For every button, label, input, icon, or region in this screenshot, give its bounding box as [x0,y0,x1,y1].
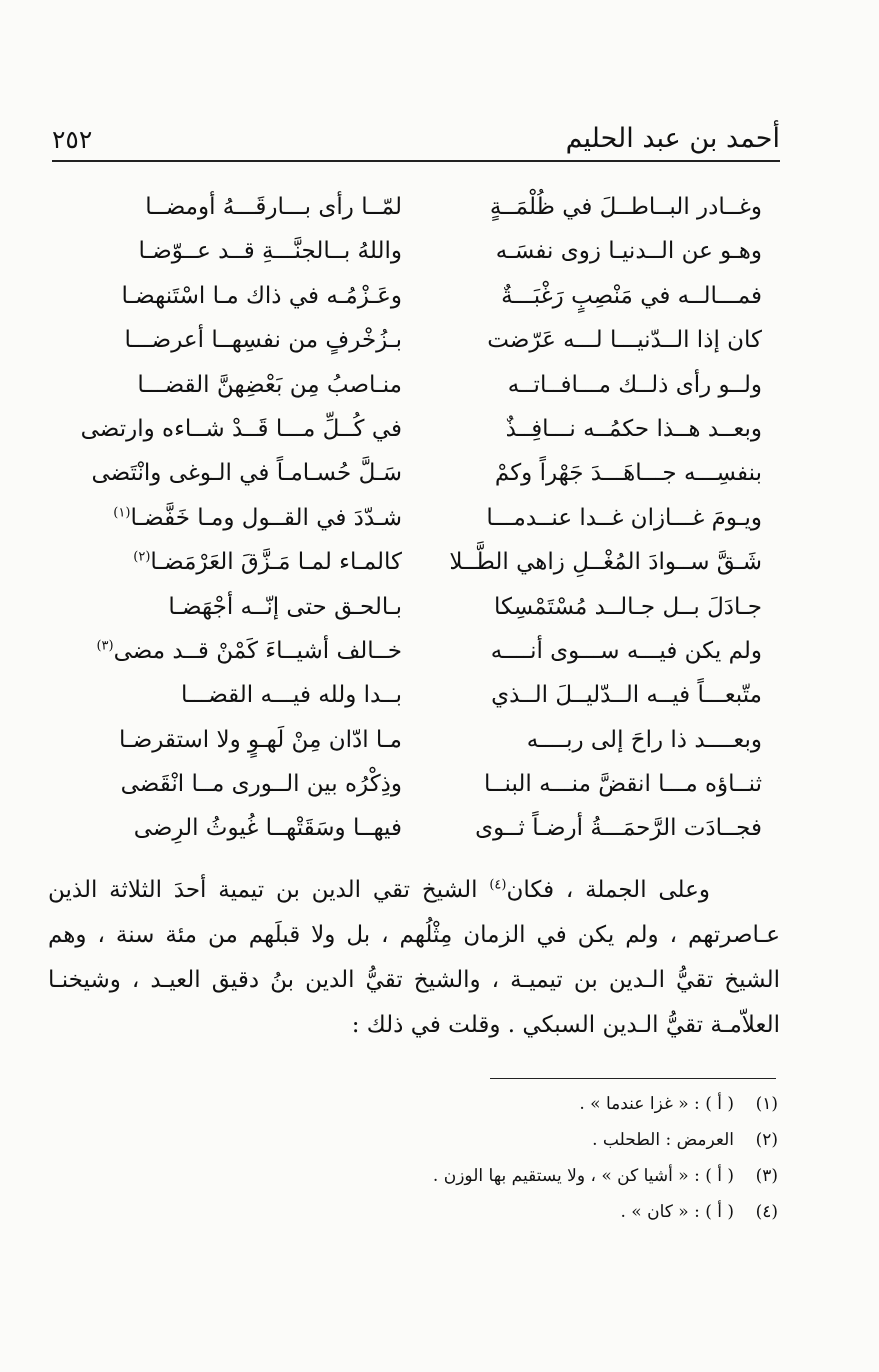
footnote-ref: (١) [113,505,131,521]
verse-second-hemistich [82,762,402,806]
verse-second-hemistich [82,451,402,495]
verse-second-hemistich-text: في كُــلِّ مـــا قَــدْ شــاءه وارتضى [80,415,402,442]
footnote-text: العرمض : الطحلب . [592,1130,734,1150]
prose-part-2: الشيخ تقي الدين بن تيمية أحدَ الثلاثة الذين عـاصرتهم ، ولم يكن في الزمان مِثْلُهم ، بل ولا قبلَهم من مئة سنة ، وهم الشيخ تقيُّ الـدين بن تيميـة ، والشيخ تقيُّ الدين بنُ دقيق العيـد ، وشيخنـا العلاّمـة تقيُّ الـدين السبكي . وقلت في ذلك : [48,877,780,1038]
verse-second-hemistich [82,496,402,540]
footnote-text: ( أ ) : « أشيا كن » ، ولا يستقيم بها الوزن . [432,1166,734,1186]
verse-first-hemistich: ويـومَ غـــازان غــدا عنــدمـــا [486,504,762,531]
verse-line [82,274,762,318]
verse-second-hemistich [82,540,402,584]
verse-second-hemistich-text: سَـلَّ حُسـامـاً في الـوغى وانْتَضى [91,460,402,487]
page-number: ٢٥٢ [52,125,93,154]
verse-line [82,496,762,540]
verse-line [82,629,762,673]
verse-second-hemistich [82,318,402,362]
footnote-number: (٣) [755,1166,778,1186]
footnote [380,1122,778,1158]
footnote [380,1158,778,1194]
verse-second-hemistich-text: وذِكْرُه بين الــورى مــا انْقَضى [120,771,402,798]
verse-line [82,718,762,762]
verse-second-hemistich [82,407,402,451]
verse-second-hemistich-text: خــالف أشيــاءَ كَمْنْ قــد مضى [113,637,402,664]
footnote-text: ( أ ) : « غزا عندما » . [579,1094,734,1114]
footnote-ref: (٣) [96,638,114,654]
verse-first-hemistich: شَـقَّ ســوادَ المُغْــلِ زاهي الطَّــلا [449,549,762,576]
verse-second-hemistich [82,363,402,407]
verse-line [82,318,762,362]
verse-line [82,451,762,495]
verse-line [82,185,762,229]
prose-paragraph [48,868,780,1048]
footnote-text: ( أ ) : « كان » . [620,1202,734,1222]
running-title: أحمد بن عبد الحليم [565,123,780,154]
verse-second-hemistich [82,673,402,717]
verse-first-hemistich: فمـــالــه في مَنْصِبٍ رَغْبَـــةٌ [501,282,762,309]
verse-second-hemistich-text: واللهُ بــالجنَّـــةِ قــد عــوّضـا [138,238,402,265]
verse-second-hemistich-text: وعَـزْمُـه في ذاك مـا اسْتَنهضـا [121,282,402,309]
verse-first-hemistich: وبعــــد ذا راحَ إلى ربــــه [526,726,762,753]
verse-second-hemistich [82,229,402,273]
verse-second-hemistich-text: فيهــا وسَقَتْهــا غُيوثُ الرِضى [133,815,402,842]
footnote [380,1194,778,1230]
verse-line [82,806,762,850]
prose-text [48,868,780,1048]
verse-second-hemistich [82,274,402,318]
verse-first-hemistich: ولم يكن فيـــه ســـوى أنــــه [490,637,762,664]
verse-first-hemistich: فجــادَت الرَّحمَـــةُ أرضـاً ثــوى [475,815,762,842]
running-header [52,118,780,162]
footnote [380,1086,778,1122]
verse-first-hemistich: كان إذا الــدّنيـــا لـــه عَرّضت [487,327,762,354]
footnote-number: (١) [755,1094,778,1114]
verse-second-hemistich-text: شـدّدَ في القــول ومـا خَفَّضـا [130,504,402,531]
footnote-divider [490,1078,776,1079]
verse-line [82,585,762,629]
footnotes [380,1086,778,1230]
verse-second-hemistich [82,718,402,762]
verse-line [82,229,762,273]
verse-first-hemistich: وبعــد هــذا حكمُــه نـــافِــذٌ [505,415,762,442]
verse-second-hemistich-text: مـا ادّان مِنْ لَهـوٍ ولا استقرضـا [118,726,402,753]
verse-first-hemistich: ولــو رأى ذلــك مـــافــاتــه [507,371,762,398]
verse-second-hemistich-text: بـالحـق حتى إنّــه أجْهَضـا [168,593,402,620]
verse-second-hemistich-text: كالمـاء لمـا مَـزَّقَ العَرْمَضـا [150,549,402,576]
verse-second-hemistich [82,806,402,850]
footnote-number: (٤) [755,1202,778,1222]
verse-line [82,363,762,407]
verse-line [82,407,762,451]
verse-first-hemistich: بنفسِـــه جـــاهَـــدَ جَهْراً وكمْ [494,460,762,487]
verse-line [82,673,762,717]
footnote-number: (٢) [755,1130,778,1150]
footnote-ref-4: (٤) [489,877,507,893]
prose-part-1: وعلى الجملة ، فكان [506,877,710,903]
verse-second-hemistich-text: لمّــا رأى بـــارقَـــهُ أومضــا [145,194,402,220]
verse-line [82,540,762,584]
poem [82,185,762,851]
verse-first-hemistich: وغــادر البــاطــلَ في ظُلْمَــةٍ [489,194,762,220]
footnote-ref: (٢) [133,549,151,565]
verse-first-hemistich: متّبعـــاً فيــه الــدّليــلَ الــذي [491,682,762,709]
verse-second-hemistich [82,585,402,629]
verse-line [82,762,762,806]
verse-second-hemistich-text: بــدا ولله فيـــه القضـــا [180,682,402,709]
verse-first-hemistich: ثنــاؤه مـــا انقضَّ منـــه البنــا [484,771,762,798]
verse-second-hemistich-text: بـزُخْرفٍ من نفسِهــا أعرضـــا [124,327,402,354]
verse-first-hemistich: وهـو عن الــدنيـا زوى نفسَـه [495,238,762,265]
verse-first-hemistich: جـادَلَ بــل جـالــد مُسْتَمْسِكا [494,593,762,620]
verse-second-hemistich [82,185,402,229]
verse-second-hemistich [82,629,402,673]
verse-second-hemistich-text: منـاصبُ مِن بَعْضِهنَّ القضـــا [137,371,402,398]
